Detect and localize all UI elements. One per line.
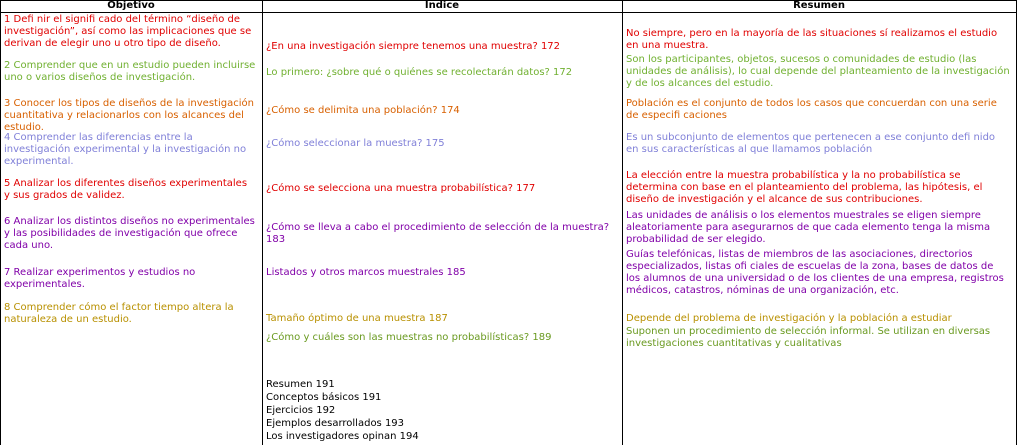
objetivo-1: 1 Defi nir el signifi cado del término “diseño de investigación”, así como las implicaciones que se derivan de elegir uno u otro tipo de diseño. [4, 14, 252, 49]
indice-final-4: Ejemplos desarrollados 193 [266, 418, 405, 429]
header-indice: Índice [424, 0, 460, 11]
resumen-5: La elección entre la muestra probabilística y la no probabilística se determina con base en el planteamiento del problema, las hipótesis, el diseño de investigación y el alcance de sus contribuciones. [626, 170, 983, 205]
resumen-8: Depende del problema de investigación y la población a estudiar [626, 313, 952, 324]
indice-final-5: Los investigadores opinan 194 [266, 431, 419, 442]
column-divider-left [0, 0, 1, 445]
column-divider-2 [622, 0, 623, 445]
indice-final-1: Resumen 191 [266, 379, 335, 390]
indice-final-2: Conceptos básicos 191 [266, 392, 382, 403]
indice-item-4: ¿Cómo seleccionar la muestra? 175 [266, 138, 445, 149]
indice-item-8: Tamaño óptimo de una muestra 187 [266, 313, 448, 324]
resumen-6: Las unidades de análisis o los elementos muestrales se eligen siempre aleatoriamente para asegurarnos de que cada elemento tenga la misma probabilidad de ser elegido. [626, 210, 991, 245]
objetivo-4: 4 Comprender las diferencias entre la investigación experimental y la investigación no experimental. [4, 132, 247, 167]
objetivo-8: 8 Comprender cómo el factor tiempo altera la naturaleza de un estudio. [4, 302, 234, 325]
objetivo-7: 7 Realizar experimentos y estudios no experimentales. [4, 267, 196, 290]
indice-item-5: ¿Cómo se selecciona una muestra probabilística? 177 [266, 183, 536, 194]
column-divider-1 [262, 0, 263, 445]
objetivo-3: 3 Conocer los tipos de diseños de la investigación cuantitativa y relacionarlos con los alcances del estudio. [4, 98, 254, 133]
resumen-2: Son los participantes, objetos, sucesos o comunidades de estudio (las unidades de análisis), lo cual depende del planteamiento de la investigación y de los alcances del estudio. [626, 54, 1010, 89]
indice-item-2: Lo primero: ¿sobre qué o quiénes se recolectarán datos? 172 [266, 67, 573, 78]
resumen-9: Suponen un procedimiento de selección informal. Se utilizan en diversas investigaciones cuantitativas y cualitativas [626, 326, 991, 349]
objetivo-5: 5 Analizar los diferentes diseños experimentales y sus grados de validez. [4, 178, 248, 201]
indice-final-3: Ejercicios 192 [266, 405, 336, 416]
objetivo-6: 6 Analizar los distintos diseños no experimentales y las posibilidades de investigación que ofrece cada uno. [4, 216, 255, 251]
indice-item-9: ¿Cómo y cuáles son las muestras no probabilísticas? 189 [266, 332, 552, 343]
resumen-4: Es un subconjunto de elementos que pertenecen a ese conjunto defi nido en sus características al que llamamos población [626, 132, 996, 155]
resumen-3: Población es el conjunto de todos los casos que concuerdan con una serie de especifi caciones [626, 98, 997, 121]
indice-item-1: ¿En una investigación siempre tenemos una muestra? 172 [266, 41, 561, 52]
objetivo-2: 2 Comprender que en un estudio pueden incluirse uno o varios diseños de investigación. [4, 60, 256, 83]
header-objetivo: Objetivo [107, 0, 155, 11]
resumen-7: Guías telefónicas, listas de miembros de las asociaciones, directorios especializados, listas ofi ciales de escuelas de la zona, bases de datos de los alumnos de una universidad o de los clientes de una empresa, registros médicos, catastros, nóminas de una organización, etc. [626, 249, 1004, 296]
header-bottom-border [0, 12, 1017, 13]
resumen-1: No siempre, pero en la mayoría de las situaciones sí realizamos el estudio en una muestra. [626, 28, 998, 51]
indice-item-6: ¿Cómo se lleva a cabo el procedimiento de selección de la muestra? 183 [266, 222, 610, 245]
indice-item-7: Listados y otros marcos muestrales 185 [266, 267, 466, 278]
header-resumen: Resumen [793, 0, 845, 11]
indice-item-3: ¿Cómo se delimita una población? 174 [266, 105, 460, 116]
